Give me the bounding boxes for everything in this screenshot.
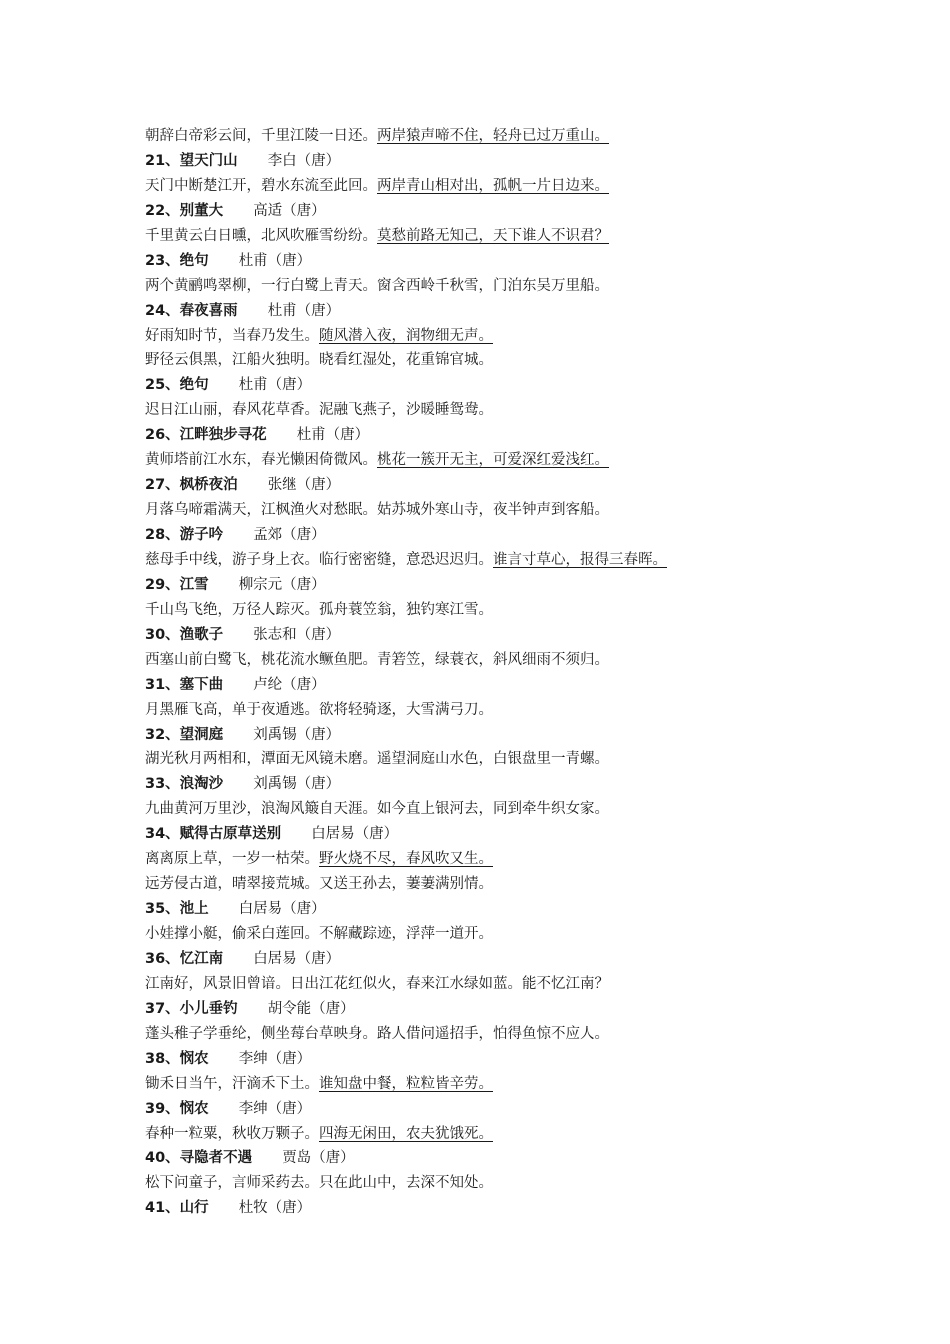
poem-title: 41、山行: [145, 1200, 209, 1217]
poem-text: 月落乌啼霜满天，江枫渔火对愁眠。姑苏城外寒山寺，夜半钟声到客船。: [145, 502, 609, 519]
poem-text-line: [145, 847, 865, 872]
poem-heading: [145, 1146, 865, 1171]
poem-highlight: 谁言寸草心，报得三春晖。: [493, 551, 667, 568]
poem-text-line: [145, 698, 865, 723]
poem-text: 小娃撑小艇，偷采白莲回。不解藏踪迹，浮萍一道开。: [145, 926, 493, 942]
poem-text-line: [145, 648, 865, 673]
poem-text-line: [145, 797, 865, 822]
poem-text: 千里黄云白日曛，北风吹雁雪纷纷。: [145, 227, 377, 244]
poem-heading: [145, 997, 865, 1022]
poem-title: 38、悯农: [145, 1050, 209, 1067]
poem-highlight: 谁知盘中餐，粒粒皆辛劳。: [319, 1075, 493, 1092]
poem-title: 25、绝句: [145, 377, 209, 394]
poem-heading: [145, 199, 865, 224]
poem-title: 28、游子吟: [145, 527, 224, 543]
poem-text: 好雨知时节，当春乃发生。: [145, 327, 319, 344]
poem-text-line: [145, 448, 865, 473]
poem-text: 迟日江山丽，春风花草香。泥融飞燕子，沙暖睡鸳鸯。: [145, 402, 493, 419]
poem-author: 杜甫（唐）: [238, 252, 312, 269]
poem-text-line: [145, 498, 865, 523]
poem-title: 29、江雪: [145, 576, 209, 593]
poem-heading: [145, 1196, 865, 1221]
poem-heading: [145, 673, 865, 698]
poem-title: 24、春夜喜雨: [145, 302, 238, 319]
poem-text: 远芳侵古道，晴翠接荒城。又送王孙去，萋萋满别情。: [145, 876, 493, 893]
poem-text-line: [145, 872, 865, 897]
poem-title: 32、望洞庭: [145, 726, 224, 743]
poem-heading: [145, 523, 865, 548]
poem-heading: [145, 822, 865, 847]
poem-heading: [145, 249, 865, 274]
poem-title: 22、别董大: [145, 202, 224, 219]
poem-title: 39、悯农: [145, 1100, 209, 1117]
poem-text: 离离原上草，一岁一枯荣。: [145, 851, 319, 868]
poem-text-line: [145, 922, 865, 947]
poem-author: 白居易（唐）: [238, 901, 326, 918]
poem-heading: [145, 573, 865, 598]
poem-title: 35、池上: [145, 901, 209, 918]
poem-text-line: [145, 972, 865, 997]
poem-author: 孟郊（唐）: [253, 527, 326, 543]
poem-heading: [145, 1047, 865, 1072]
poem-text-line: [145, 324, 865, 349]
poem-list: [145, 124, 865, 1221]
poem-text-line: [145, 1171, 865, 1196]
poem-author: 李白（唐）: [267, 152, 341, 169]
poem-author: 张继（唐）: [267, 477, 341, 494]
poem-heading: [145, 373, 865, 398]
poem-heading: [145, 473, 865, 498]
poem-heading: [145, 947, 865, 972]
poem-text-line: [145, 274, 865, 299]
poem-text: 九曲黄河万里沙，浪淘风簸自天涯。如今直上银河去，同到牵牛织女家。: [145, 801, 609, 818]
poem-author: 白居易（唐）: [253, 950, 341, 967]
poem-text: 天门中断楚江开，碧水东流至此回。: [145, 177, 377, 194]
poem-heading: [145, 149, 865, 174]
poem-author: 刘禹锡（唐）: [253, 776, 341, 793]
poem-heading: [145, 897, 865, 922]
poem-heading: [145, 1097, 865, 1122]
poem-author: 杜牧（唐）: [238, 1200, 312, 1217]
poem-author: 李绅（唐）: [238, 1050, 312, 1067]
poem-heading: [145, 772, 865, 797]
poem-text-line: [145, 747, 865, 772]
poem-text: 湖光秋月两相和，潭面无风镜未磨。遥望洞庭山水色，白银盘里一青螺。: [145, 751, 609, 768]
poem-text-line: [145, 398, 865, 423]
poem-title: 26、江畔独步寻花: [145, 427, 267, 444]
poem-title: 31、塞下曲: [145, 676, 224, 693]
poem-author: 胡令能（唐）: [267, 1000, 355, 1017]
poem-text: 两个黄鹂鸣翠柳，一行白鹭上青天。窗含西岭千秋雪，门泊东吴万里船。: [145, 277, 609, 294]
poem-highlight: 莫愁前路无知己，天下谁人不识君？: [377, 227, 609, 244]
poem-text: 西塞山前白鹭飞，桃花流水鳜鱼肥。青箬笠，绿蓑衣，斜风细雨不须归。: [145, 651, 609, 668]
poem-author: 杜甫（唐）: [296, 427, 370, 444]
poem-heading: [145, 623, 865, 648]
poem-highlight: 野火烧不尽，春风吹又生。: [319, 851, 493, 868]
poem-author: 杜甫（唐）: [238, 377, 312, 394]
poem-text: 黄师塔前江水东，春光懒困倚微风。: [145, 452, 377, 469]
poem-title: 30、渔歌子: [145, 626, 224, 643]
poem-title: 34、赋得古原草送别: [145, 826, 282, 843]
poem-highlight: 桃花一簇开无主，可爱深红爱浅红。: [377, 452, 609, 469]
poem-author: 李绅（唐）: [238, 1100, 312, 1117]
poem-text: 慈母手中线，游子身上衣。临行密密缝，意恐迟迟归。: [145, 551, 493, 568]
poem-author: 刘禹锡（唐）: [253, 726, 341, 743]
poem-text-line: [145, 124, 865, 149]
poem-text: 月黑雁飞高，单于夜遁逃。欲将轻骑逐，大雪满弓刀。: [145, 701, 493, 718]
poem-text: 蓬头稚子学垂纶，侧坐莓台草映身。路人借问遥招手，怕得鱼惊不应人。: [145, 1025, 609, 1042]
poem-title: 21、望天门山: [145, 152, 238, 169]
poem-text: 江南好，风景旧曾谙。日出江花红似火，春来江水绿如蓝。能不忆江南？: [145, 975, 609, 992]
poem-title: 37、小儿垂钓: [145, 1000, 238, 1017]
poem-title: 23、绝句: [145, 252, 209, 269]
poem-text: 千山鸟飞绝，万径人踪灭。孤舟蓑笠翁，独钓寒江雪。: [145, 601, 493, 618]
poem-highlight: 两岸青山相对出，孤帆一片日边来。: [377, 177, 609, 194]
poem-title: 27、枫桥夜泊: [145, 477, 238, 494]
poem-author: 张志和（唐）: [253, 626, 341, 643]
poem-text-line: [145, 1072, 865, 1097]
poem-author: 高适（唐）: [253, 202, 326, 219]
poem-text-line: [145, 348, 865, 373]
poem-text-line: [145, 1122, 865, 1147]
poem-text: 春种一粒粟，秋收万颗子。: [145, 1125, 319, 1142]
poem-text-line: [145, 174, 865, 199]
poem-text: 野径云俱黑，江船火独明。晓看红湿处，花重锦官城。: [145, 352, 493, 369]
poem-author: 卢纶（唐）: [253, 676, 326, 693]
poem-author: 白居易（唐）: [311, 826, 399, 843]
poem-author: 柳宗元（唐）: [238, 576, 326, 593]
poem-title: 36、忆江南: [145, 950, 224, 967]
poem-highlight: 随风潜入夜，润物细无声。: [319, 327, 493, 344]
poem-text: 松下问童子，言师采药去。只在此山中，去深不知处。: [145, 1175, 493, 1192]
poem-text-line: [145, 1022, 865, 1047]
poem-text-line: [145, 224, 865, 249]
poem-text: 朝辞白帝彩云间，千里江陵一日还。: [145, 128, 377, 144]
poem-text: 锄禾日当午，汗滴禾下土。: [145, 1075, 319, 1092]
poem-highlight: 四海无闲田，农夫犹饿死。: [319, 1125, 493, 1142]
poem-text-line: [145, 598, 865, 623]
poem-author: 杜甫（唐）: [267, 302, 341, 319]
poem-heading: [145, 423, 865, 448]
poem-text-line: [145, 548, 865, 573]
poem-title: 33、浪淘沙: [145, 776, 224, 793]
poem-highlight: 两岸猿声啼不住，轻舟已过万重山。: [377, 128, 609, 144]
poem-heading: [145, 299, 865, 324]
poem-author: 贾岛（唐）: [282, 1150, 355, 1167]
poem-heading: [145, 723, 865, 748]
poem-title: 40、寻隐者不遇: [145, 1150, 253, 1167]
